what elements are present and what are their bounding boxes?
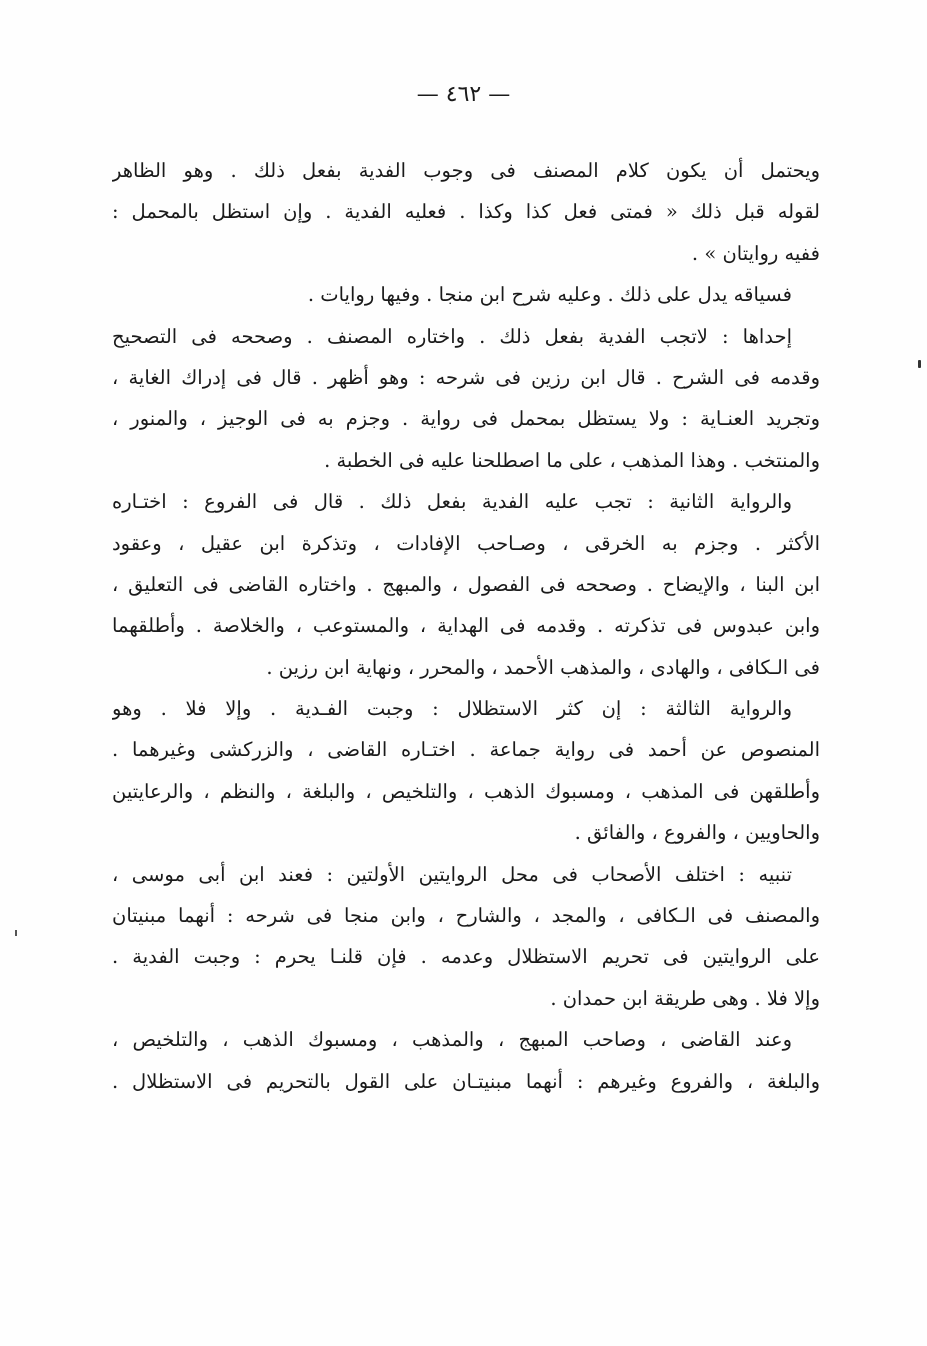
text-line-12: وابن عبدوس فى تذكرته . وقدمه فى الهداية ، والمستوعب ، والخلاصة . وأطلقهما [112, 614, 820, 638]
text-line-13: فى الـكافى ، والهادى ، والمذهب الأحمد ، والمحرر ، ونهاية ابن رزين . [266, 655, 820, 679]
text-line-5: إحداها : لاتجب الفدية بفعل ذلك . واختاره المصنف . وصححه فى التصحيح [112, 324, 792, 348]
text-line-20: على الروايتين فى تحريم الاستظلال وعدمه . فإن قلنـا يحرم : وجبت الفدية . [112, 945, 820, 969]
text-line-22: وعند القاضى ، وصاحب المبهج ، والمذهب ، ومسبوك الذهب ، والتلخيص ، [112, 1028, 792, 1052]
text-line-11: ابن البنا ، والإيضاح . وصححه فى الفصول ، والمبهج . واختاره القاضى فى التعليق ، [112, 572, 820, 596]
text-line-3: ففيه روايتان » . [691, 241, 820, 265]
margin-speck [918, 360, 921, 368]
text-line-23: والبلغة ، والفروع وغيرهم : أنهما مبنيتـان على القول بالتحريم فى الاستظلال . [112, 1069, 820, 1093]
text-line-17: والحاويين ، والفروع ، والفائق . [574, 821, 820, 845]
text-line-6: وقدمه فى الشرح . قال ابن رزين فى شرحه : وهو أظهر . قال فى إدراك الغاية ، [112, 365, 820, 389]
text-line-1: ويحتمل أن يكون كلام المصنف فى وجوب الفدية بفعل ذلك . وهو الظاهر [112, 159, 820, 182]
text-line-18: تنبيه : اختلف الأصحاب فى محل الروايتين الأولتين : فعند ابن أبى موسى ، [112, 862, 792, 886]
text-line-7: وتجريد العنـاية : ولا يستظل بمحمل فى رواية . وجزم به فى الوجيز ، والمنور ، [112, 407, 820, 431]
page-number: — ٤٦٢ — [416, 82, 511, 107]
text-line-15: المنصوص عن أحمد فى رواية جماعة . اختـاره القاضى ، والزركشى وغيرهما . [112, 738, 820, 762]
text-line-4: فسياقه يدل على ذلك . وعليه شرح ابن منجا . وفيها روايات . [307, 283, 792, 307]
text-line-21: وإلا فلا . وهى طريقة ابن حمدان . [550, 986, 820, 1010]
text-line-10: الأكثر . وجزم به الخرقى ، وصـاحب الإفادات ، وتذكرة ابن عقيل ، وعقود [112, 531, 820, 555]
body-text [112, 150, 820, 1102]
text-line-14: والرواية الثالثة : إن كثر الاستظلال : وجبت الفـدية . وإلا فلا . وهو [112, 697, 792, 721]
text-line-8: والمنتخب . وهذا المذهب ، على ما اصطلحنا عليه فى الخطبة . [324, 448, 820, 472]
text-line-2: لقوله قبل ذلك « فمتى فعل كذا وكذا . فعليه الفدية . وإن استظل بالمحمل : [112, 200, 820, 224]
text-line-9: والرواية الثانية : تجب عليه الفدية بفعل ذلك . قال فى الفروع : اختـاره [112, 490, 792, 514]
text-line-19: والمصنف فى الـكافى ، والمجد ، والشارح ، وابن منجا فى شرحه : أنهما مبنيتان [112, 904, 820, 928]
margin-speck-left [15, 930, 17, 936]
text-line-16: وأطلقهن فى المذهب ، ومسبوك الذهب ، والتلخيص ، والبلغة ، والنظم ، والرعايتين [112, 779, 820, 803]
